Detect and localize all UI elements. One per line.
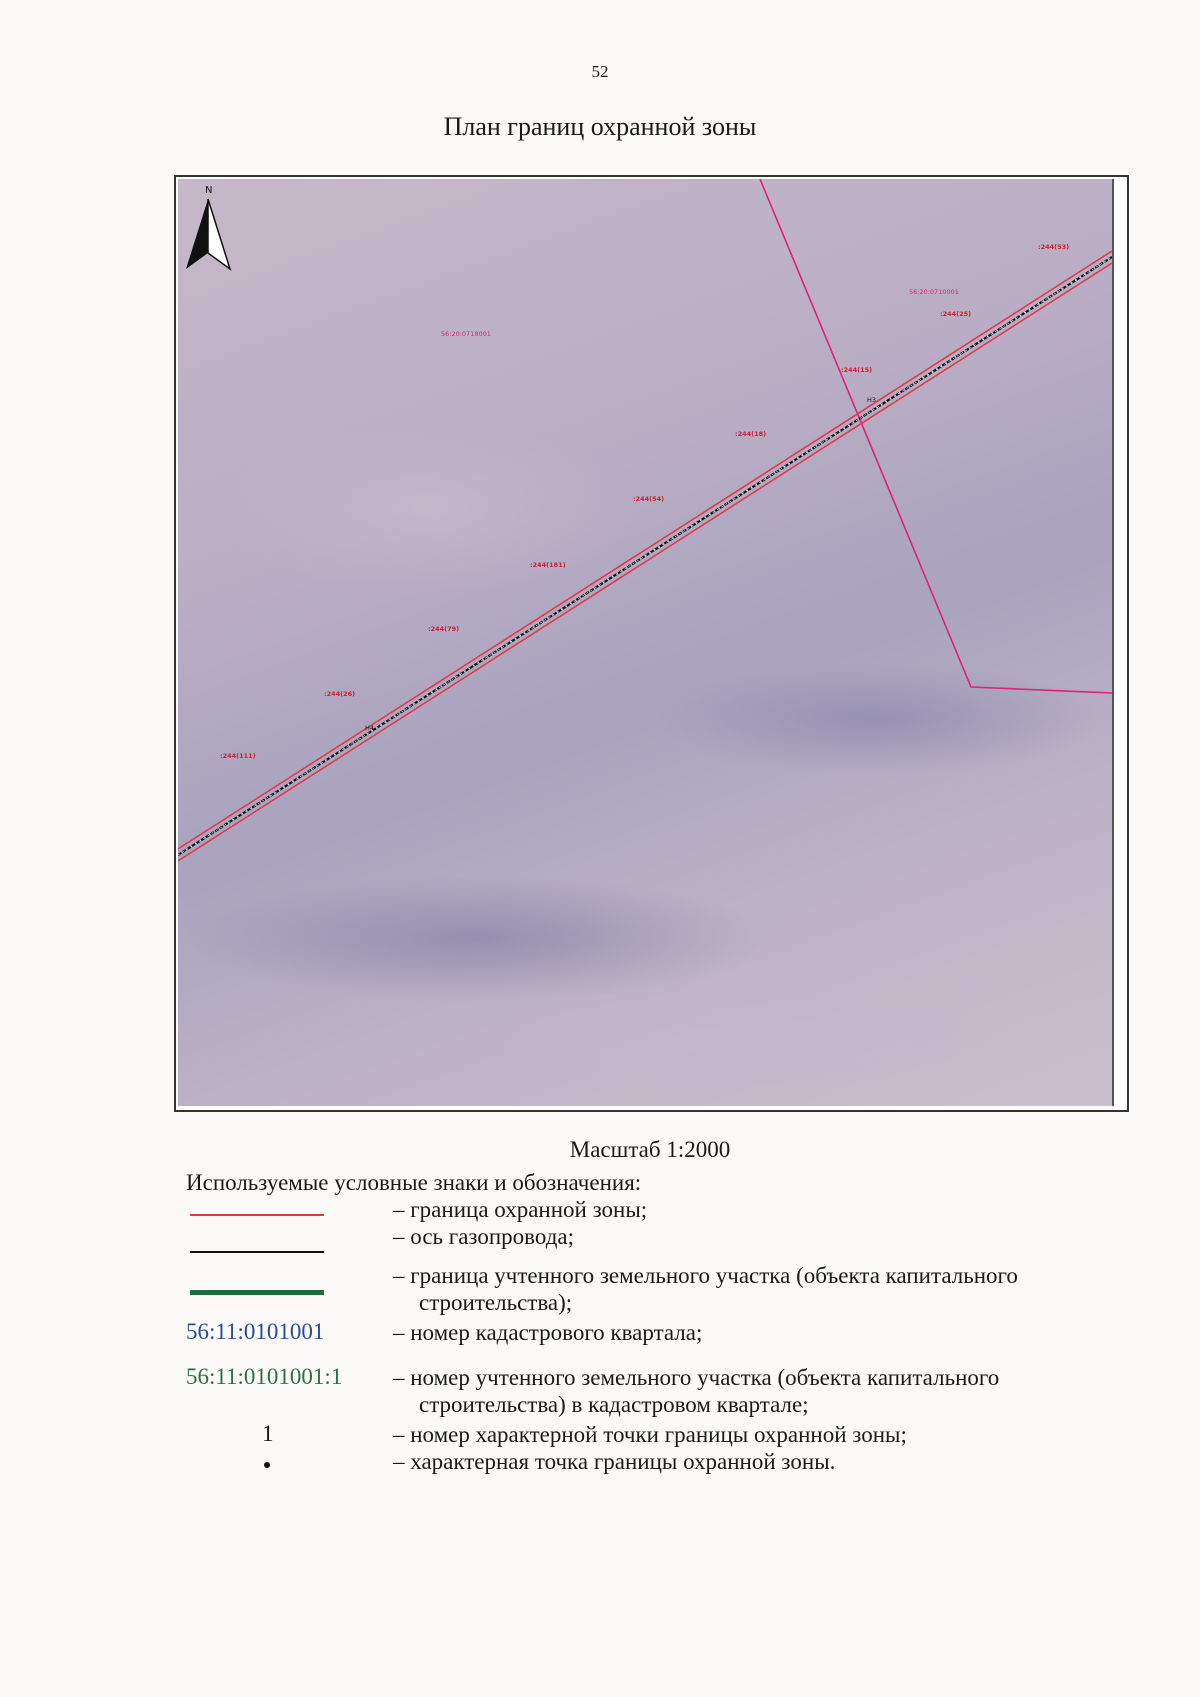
point-label-79: :244(79) (428, 625, 460, 633)
north-arrow-icon (178, 179, 238, 279)
legend-text: – номер кадастрового квартала; (393, 1320, 703, 1345)
legend-title: Используемые условные знаки и обозначения: (186, 1170, 642, 1195)
point-label-111: :244(111) (220, 752, 256, 760)
point-marker-right: Н3 (867, 396, 877, 404)
legend-text: – номер учтенного земельного участка (объекта капитального строительства) в кадастровом квартале; (393, 1365, 1000, 1417)
dot-icon (264, 1462, 270, 1468)
point-label-25: :244(25) (940, 310, 972, 318)
zone-boundary-upper (178, 251, 1112, 849)
point-marker-left: Н4 (365, 724, 375, 732)
quarter-label-2: 56:20:0710001 (909, 288, 959, 296)
point-label-54: :244(54) (633, 495, 665, 503)
zone-boundary-lower (178, 263, 1112, 861)
quarter-label-1: 56:20:0718001 (441, 330, 491, 338)
page-title: План границ охранной зоны (443, 112, 757, 141)
legend-text: – характерная точка границы охранной зоны. (393, 1449, 836, 1474)
point-label-53: :244(53) (1038, 243, 1070, 251)
point-label-181: :244(181) (530, 561, 566, 569)
north-label: N (205, 185, 213, 196)
green-line-icon (190, 1290, 324, 1295)
parcel-boundary-line (760, 179, 1112, 693)
legend-code-blue: 56:11:0101001 (186, 1319, 325, 1344)
black-line-icon (190, 1251, 324, 1253)
legend-code-green: 56:11:0101001:1 (186, 1364, 343, 1389)
legend-text: – граница охранной зоны; (393, 1197, 648, 1222)
legend-text: – граница учтенного земельного участка (объекта капитального строительства); (393, 1263, 1018, 1315)
point-label-15: :244(15) (841, 366, 873, 374)
legend-text: – ось газопровода; (393, 1224, 575, 1249)
page-number: 52 (591, 62, 609, 81)
map-image[interactable] (178, 179, 1114, 1106)
point-label-18: :244(18) (735, 430, 767, 438)
legend-number: 1 (262, 1421, 274, 1446)
red-line-icon (190, 1214, 324, 1216)
point-label-26: :244(26) (324, 690, 356, 698)
legend-text: – номер характерной точки границы охранной зоны; (393, 1422, 907, 1447)
map-overlay (178, 179, 1112, 1106)
map-frame (174, 175, 1129, 1112)
scale-label: Масштаб 1:2000 (569, 1137, 731, 1162)
